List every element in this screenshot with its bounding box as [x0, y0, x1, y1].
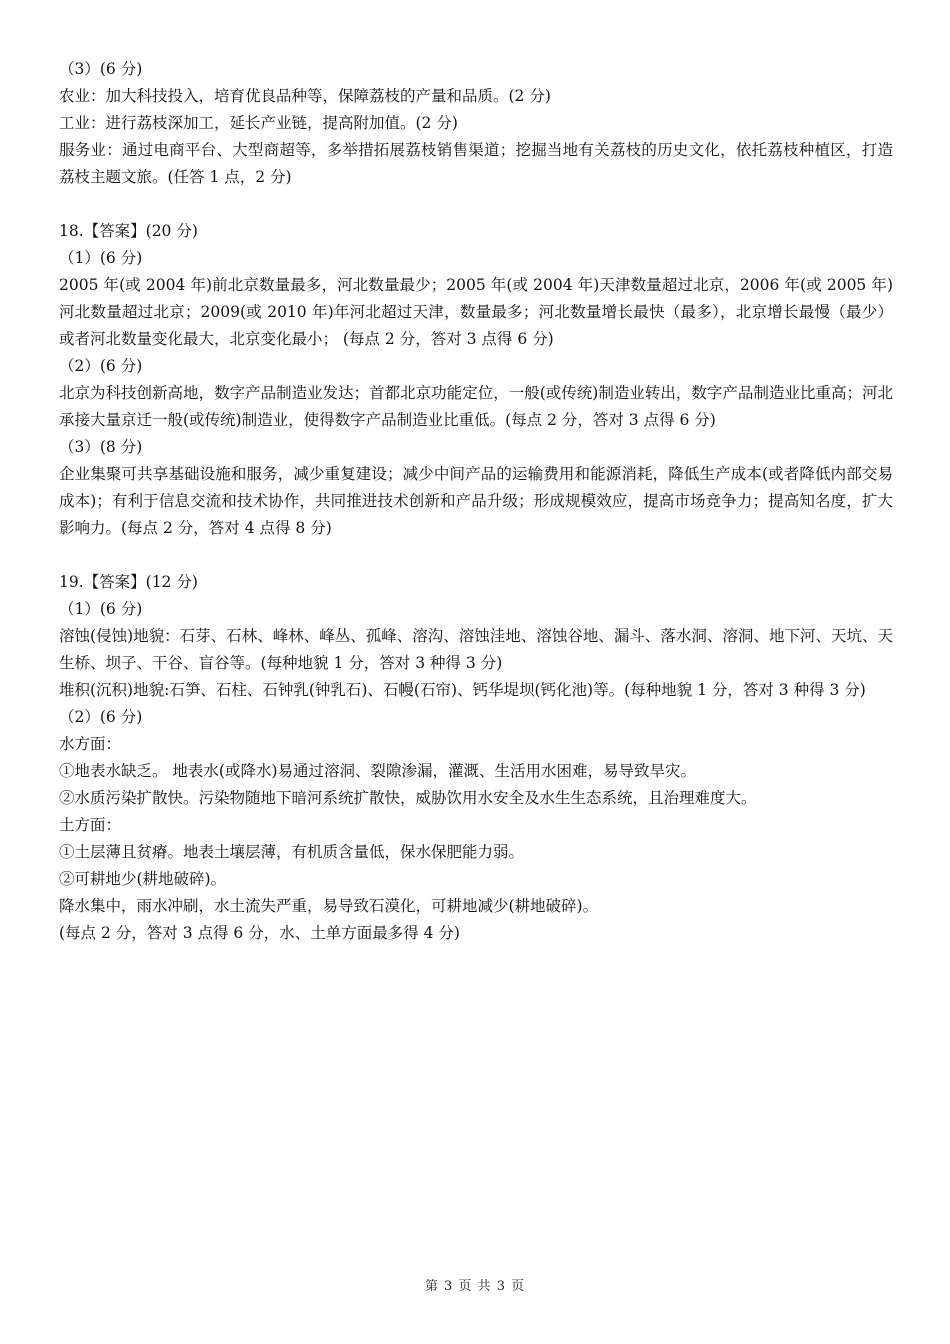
- q19-part2-header: （2）(6 分): [59, 708, 143, 726]
- q19-soil-header: 土方面：: [59, 816, 122, 834]
- q19-soil-point-1: ①土层薄且贫瘠。地表土壤层薄，有机质含量低，保水保肥能力弱。: [59, 843, 525, 861]
- q18-part3-answer: 企业集聚可共享基础设施和服务，减少重复建设；减少中间产品的运输费用和能源消耗，降低生产成本(或者降低内部交易成本)；有利于信息交流和技术协作，共同推进技术创新和产品升级；形成规模效应，提高市场竞争力；提高知名度，扩大影响力。(每点 2 分，答对 4 点得 8 分): [59, 465, 893, 537]
- q18-part2-answer: 北京为科技创新高地，数字产品制造业发达；首都北京功能定位，一般(或传统)制造业转出，数字产品制造业比重高；河北承接大量京迁一般(或传统)制造业，使得数字产品制造业比重低。(每点 2 分，答对 3 点得 6 分): [59, 384, 893, 429]
- page-number-footer: 第 3 页 共 3 页: [424, 1279, 526, 1294]
- section-gap: [59, 191, 893, 218]
- q17-part3-header: （3）(6 分): [59, 60, 143, 78]
- q19-soil-point-2: ②可耕地少(耕地破碎)。: [59, 870, 227, 888]
- q19-water-point-2: ②水质污染扩散快。污染物随地下暗河系统扩散快，威胁饮用水安全及水生生态系统，且治理难度大。: [59, 789, 757, 807]
- q17-agriculture-answer: 农业：加大科技投入，培育优良品种等，保障荔枝的产量和品质。(2 分): [59, 87, 551, 105]
- q19-rain-point: 降水集中，雨水冲刷，水土流失严重，易导致石漠化，可耕地减少(耕地破碎)。: [59, 897, 599, 915]
- answer-content: [59, 56, 893, 947]
- q18-part3-header: （3）(8 分): [59, 438, 143, 456]
- q18-part1-answer: 2005 年(或 2004 年)前北京数量最多，河北数量最少；2005 年(或 2004 年)天津数量超过北京，2006 年(或 2005 年) 河北数量超过北京；2009(或 2010 年)年河北超过天津，数量最多；河北数量增长最快（最多），北京增长最慢（最少）或者河北数量变化最大，北京变化最小； (每点 2 分，答对 3 点得 6 分): [59, 276, 893, 348]
- q19-part1-header: （1）(6 分): [59, 600, 143, 618]
- q17-industry-answer: 工业：进行荔枝深加工，延长产业链，提高附加值。(2 分): [59, 114, 458, 132]
- q19-title: 19.【答案】(12 分): [59, 573, 198, 591]
- q19-erosion-landforms: 溶蚀(侵蚀)地貌：石芽、石林、峰林、峰丛、孤峰、溶沟、溶蚀洼地、溶蚀谷地、漏斗、落水洞、溶洞、地下河、天坑、天生桥、坝子、干谷、盲谷等。(每种地貌 1 分，答对 3 种得 3 分): [59, 627, 893, 672]
- section-gap: [59, 542, 893, 569]
- q18-part2-header: （2）(6 分): [59, 357, 143, 375]
- q19-deposition-landforms: 堆积(沉积)地貌:石笋、石柱、石钟乳(钟乳石)、石幔(石帘)、钙华堤坝(钙化池)等。(每种地貌 1 分，答对 3 种得 3 分): [59, 681, 866, 699]
- q19-water-header: 水方面：: [59, 735, 122, 753]
- q19-water-point-1: ①地表水缺乏。 地表水(或降水)易通过溶洞、裂隙渗漏，灌溉、生活用水困难，易导致旱灾。: [59, 762, 697, 780]
- q19-scoring-note: (每点 2 分，答对 3 点得 6 分，水、土单方面最多得 4 分): [59, 924, 460, 942]
- q18-part1-header: （1）(6 分): [59, 249, 143, 267]
- q17-services-answer: 服务业：通过电商平台、大型商超等，多举措拓展荔枝销售渠道；挖掘当地有关荔枝的历史文化，依托荔枝种植区，打造荔枝主题文旅。(任答 1 点，2 分): [59, 141, 893, 186]
- q18-title: 18.【答案】(20 分): [59, 222, 198, 240]
